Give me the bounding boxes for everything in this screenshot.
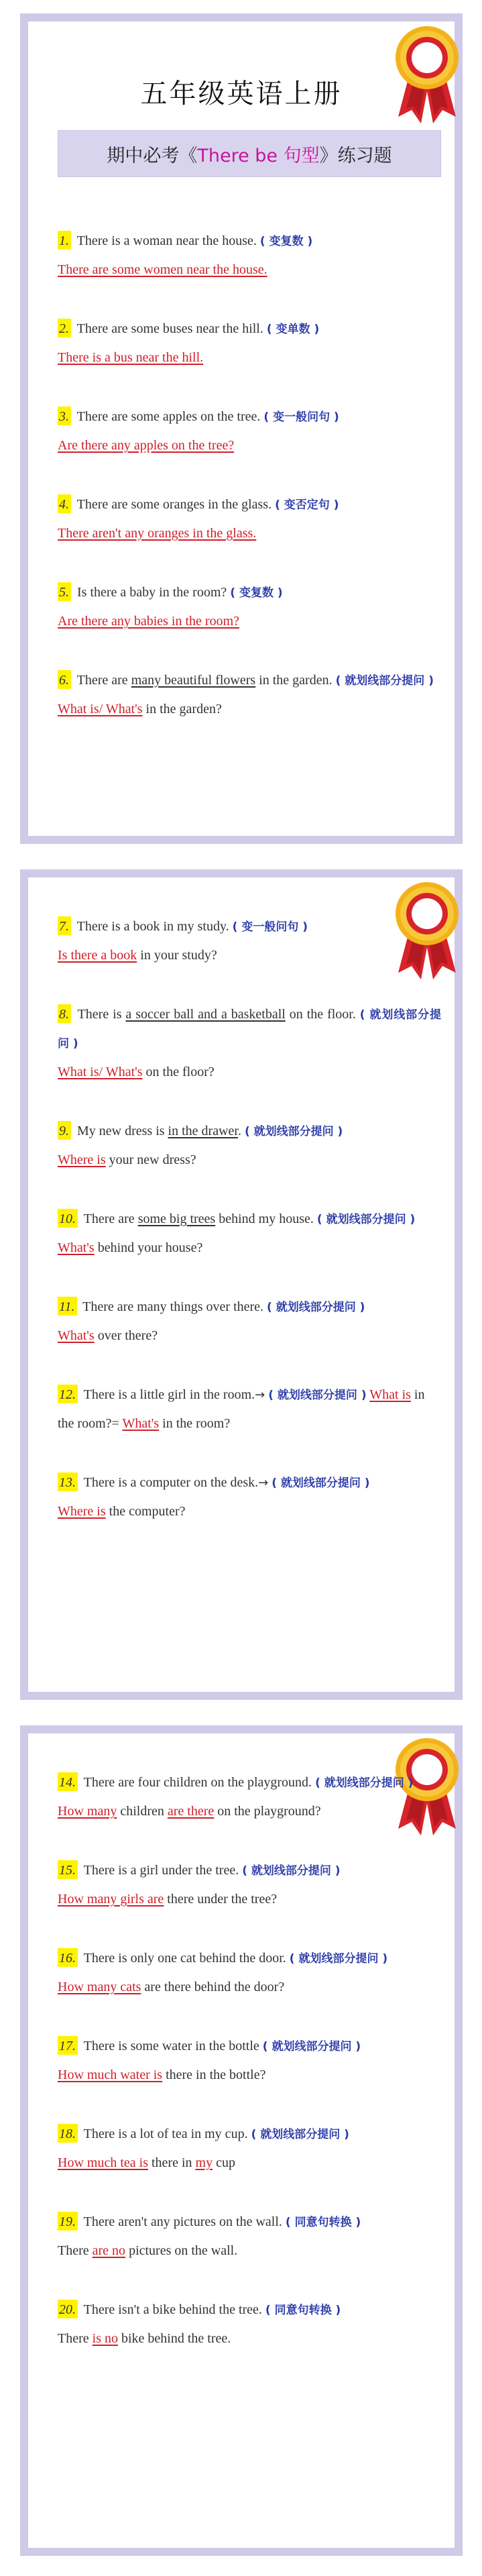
question-hint: ( 就划线部分提问 ) <box>267 1301 365 1314</box>
answer-text: How much water is <box>58 2068 163 2082</box>
question-text: Is there a baby in the room? <box>77 585 227 600</box>
answer-rest: behind your house? <box>97 1240 203 1255</box>
question-number: 13. <box>58 1472 78 1491</box>
answer-lead: There <box>58 2331 89 2346</box>
question-text: There isn't a bike behind the tree. <box>83 2302 262 2317</box>
question-item <box>58 315 441 372</box>
question-item <box>58 1468 441 1525</box>
question-hint: ( 就划线部分提问 ) <box>58 1008 442 1051</box>
question-hint: ( 同意句转换 ) <box>285 2216 361 2229</box>
question-number: 1. <box>58 231 71 250</box>
question-text-end: . <box>237 1124 241 1138</box>
question-number: 17. <box>58 2036 78 2055</box>
worksheet-page-2 <box>20 869 463 1700</box>
question-item <box>58 227 441 284</box>
question-number: 19. <box>58 2212 78 2231</box>
question-number: 20. <box>58 2300 78 2318</box>
answer-rest: pictures on the wall. <box>129 2243 238 2258</box>
question-item <box>58 1944 441 2001</box>
question-hint: ( 同意句转换 ) <box>265 2304 341 2317</box>
answer-text: Where is <box>58 1504 106 1519</box>
answer-rest: there in the bottle? <box>166 2068 266 2082</box>
question-hint: ( 就划线部分提问 ) <box>251 2128 349 2141</box>
answer-rest: in the room? <box>162 1416 231 1431</box>
subtitle-prefix: 期中必考《 <box>107 145 198 166</box>
question-item <box>58 402 441 460</box>
question-number: 9. <box>58 1121 71 1140</box>
answer-text: How much tea is <box>58 2155 148 2170</box>
worksheet-page-1 <box>20 13 463 844</box>
arrow-icon: → <box>255 1388 265 1402</box>
answer-rest: bike behind the tree. <box>121 2331 231 2346</box>
question-number: 5. <box>58 582 71 601</box>
answer-text: How many <box>58 1804 117 1819</box>
subtitle-suffix: 》练习题 <box>319 145 392 166</box>
question-number: 10. <box>58 1209 78 1228</box>
question-text-end: in the garden. <box>259 673 333 688</box>
answer-rest: in your study? <box>140 948 217 963</box>
question-hint: ( 就划线部分提问 ) <box>272 1477 370 1490</box>
answer-text: There aren't any oranges in the glass. <box>58 526 257 541</box>
answer-lead: There <box>58 2243 89 2258</box>
question-text: There is a book in my study. <box>76 919 229 934</box>
underlined-phrase: in the drawer <box>168 1124 238 1138</box>
question-item <box>58 1000 441 1086</box>
question-hint: ( 变复数 ) <box>259 235 313 248</box>
answer-rest: the computer? <box>109 1504 186 1519</box>
worksheet-page-3 <box>20 1725 463 2556</box>
question-text: There are <box>83 1212 135 1226</box>
arrow-icon: → <box>258 1476 269 1490</box>
question-number: 7. <box>58 916 71 935</box>
question-text: There are four children on the playground. <box>83 1775 312 1790</box>
answer-mid: there in <box>151 2155 192 2170</box>
answer-rest: over there? <box>97 1328 158 1343</box>
answer-mid: in the room?= <box>58 1387 425 1431</box>
question-number: 8. <box>58 1004 71 1023</box>
question-hint: ( 就划线部分提问 ) <box>315 1776 414 1790</box>
question-text-end: on the floor. <box>289 1007 356 1022</box>
question-number: 16. <box>58 1948 78 1967</box>
question-item <box>58 912 441 969</box>
question-text: There is a girl under the tree. <box>83 1863 239 1878</box>
answer-rest: your new dress? <box>109 1152 196 1167</box>
question-text: There are <box>76 673 128 688</box>
question-hint: ( 就划线部分提问 ) <box>316 1213 416 1226</box>
question-hint: ( 就划线部分提问 ) <box>268 1389 367 1402</box>
answer-text: Are there any babies in the room? <box>58 614 240 629</box>
question-text: There is some water in the bottle <box>83 2039 259 2053</box>
question-number: 6. <box>58 670 71 689</box>
answer-text-alt: are there <box>167 1804 215 1819</box>
question-item <box>58 2296 441 2353</box>
question-text: There is a lot of tea in my cup. <box>83 2127 248 2141</box>
question-item <box>58 2208 441 2265</box>
question-hint: ( 就划线部分提问 ) <box>335 674 434 688</box>
question-number: 12. <box>58 1385 78 1403</box>
answer-text: Where is <box>58 1152 106 1167</box>
question-item <box>58 490 441 547</box>
answer-rest: cup <box>216 2155 235 2170</box>
question-hint: ( 变复数 ) <box>230 586 283 600</box>
underlined-phrase: some big trees <box>137 1212 216 1226</box>
question-item <box>58 1768 441 1825</box>
question-item <box>58 2120 441 2177</box>
answer-text: What is <box>369 1387 411 1402</box>
question-text: There is a woman near the house. <box>76 233 257 248</box>
answer-text-alt: my <box>195 2155 213 2170</box>
question-hint: ( 变单数 ) <box>266 323 320 336</box>
question-hint: ( 变一般问句 ) <box>263 411 339 424</box>
question-text: There aren't any pictures on the wall. <box>83 2214 282 2229</box>
question-item <box>58 1856 441 1913</box>
question-hint: ( 就划线部分提问 ) <box>242 1864 341 1878</box>
answer-text: There is a bus near the hill. <box>58 350 204 365</box>
question-number: 18. <box>58 2124 78 2143</box>
answer-text: How many girls are <box>58 1892 164 1907</box>
question-list <box>58 1768 441 2383</box>
question-text-end: behind my house. <box>219 1212 314 1226</box>
question-list <box>58 912 441 1556</box>
question-list <box>58 227 441 754</box>
answer-text: What is/ What's <box>58 1065 143 1079</box>
answer-text: What's <box>58 1240 95 1255</box>
answer-text: What is/ What's <box>58 702 143 716</box>
question-item <box>58 666 441 723</box>
answer-text: is no <box>92 2331 118 2346</box>
answer-rest: there under the tree? <box>167 1892 278 1907</box>
answer-rest: on the floor? <box>145 1065 215 1079</box>
answer-text: Is there a book <box>58 948 137 963</box>
question-text: There are some apples on the tree. <box>76 409 261 424</box>
question-item <box>58 1381 441 1438</box>
question-text: There are many things over there. <box>82 1299 264 1314</box>
question-item <box>58 1293 441 1350</box>
question-text: There is a computer on the desk. <box>83 1475 259 1490</box>
question-number: 2. <box>58 319 71 337</box>
answer-text: What's <box>58 1328 95 1343</box>
question-hint: ( 变否定句 ) <box>275 498 339 512</box>
medal-ribbon-icon <box>390 23 464 130</box>
question-text: There is only one cat behind the door. <box>83 1951 286 1966</box>
question-text: There are some buses near the hill. <box>76 321 263 336</box>
subtitle-highlight: There be 句型 <box>197 145 320 166</box>
question-item <box>58 2032 441 2089</box>
question-item <box>58 1205 441 1262</box>
answer-text: Are there any apples on the tree? <box>58 438 235 453</box>
question-hint: ( 就划线部分提问 ) <box>289 1952 388 1966</box>
question-text: There is a little girl in the room. <box>83 1387 255 1402</box>
answer-mid: children <box>120 1804 164 1819</box>
question-item <box>58 578 441 635</box>
question-number: 4. <box>58 494 71 513</box>
answer-text-alt: What's <box>122 1416 160 1431</box>
question-number: 11. <box>58 1297 77 1316</box>
question-text: There is <box>77 1007 122 1022</box>
question-item <box>58 1117 441 1174</box>
answer-rest: in the garden? <box>145 702 222 716</box>
underlined-phrase: a soccer ball and a basketball <box>125 1007 286 1022</box>
answer-rest: on the playground? <box>217 1804 321 1819</box>
question-text: My new dress is <box>77 1124 165 1138</box>
page-title: 五年级英语上册 <box>140 78 343 109</box>
question-text: There are some oranges in the glass. <box>76 497 272 512</box>
subtitle-banner <box>58 130 441 177</box>
question-number: 3. <box>58 407 71 425</box>
question-hint: ( 就划线部分提问 ) <box>244 1125 343 1138</box>
answer-text: How many cats <box>58 1980 141 1994</box>
answer-rest: are there behind the door? <box>144 1980 285 1994</box>
question-number: 15. <box>58 1860 78 1879</box>
question-hint: ( 变一般问句 ) <box>232 920 308 934</box>
question-number: 14. <box>58 1772 78 1791</box>
underlined-phrase: many beautiful flowers <box>131 673 256 688</box>
answer-text: There are some women near the house. <box>58 262 267 277</box>
answer-text: are no <box>92 2243 126 2258</box>
question-hint: ( 就划线部分提问 ) <box>262 2040 361 2053</box>
